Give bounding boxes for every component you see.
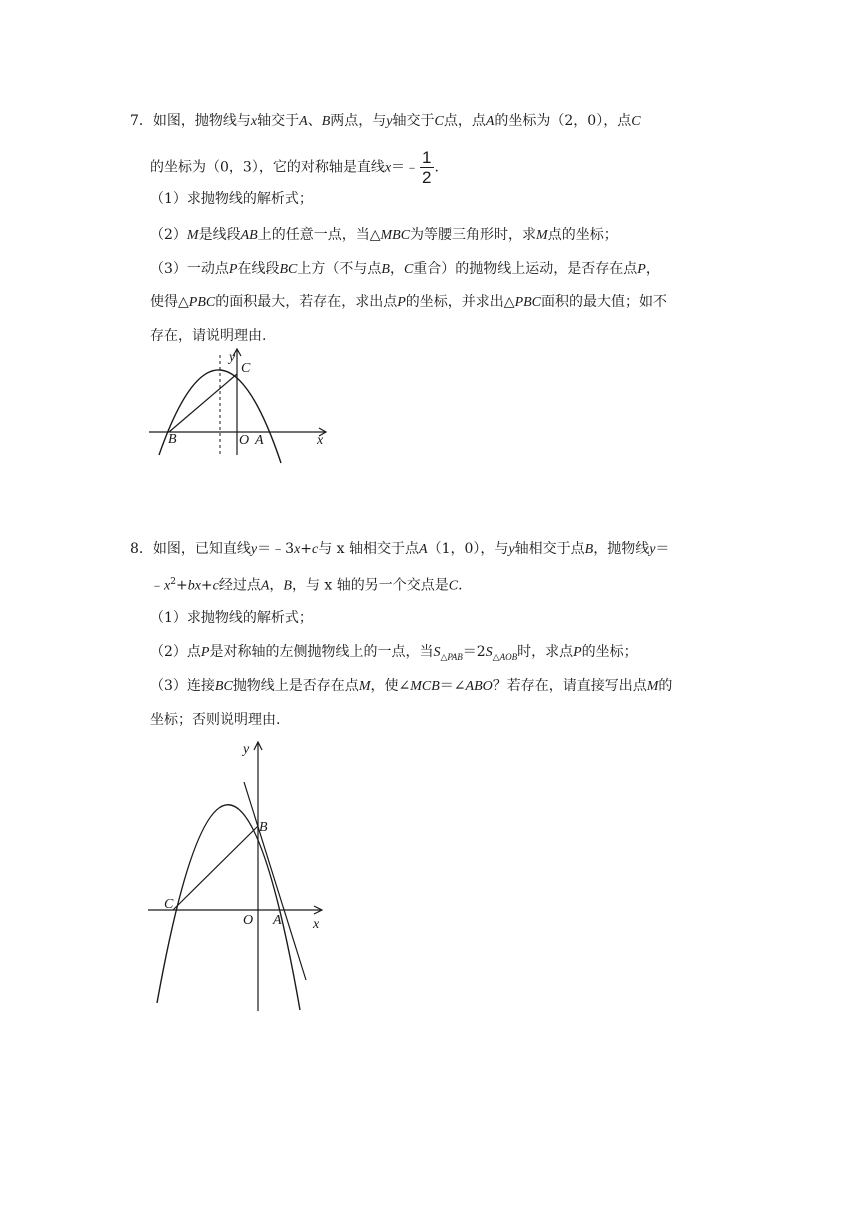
problem-8-figure: [148, 738, 328, 1018]
label-a: A: [255, 433, 264, 448]
label-a: A: [273, 913, 282, 928]
label-c: C: [241, 361, 251, 376]
problem-7-question-3-line-1: （3）一动点P在线段BC上方（不与点B，C重合）的抛物线上运动，是否存在点P，: [150, 261, 660, 277]
label-x: x: [317, 433, 324, 448]
fraction-one-half: $\frac{1}{2}$: [422, 148, 432, 187]
label-o: O: [239, 433, 250, 448]
label-b: B: [168, 432, 177, 447]
problem-8-question-1: （1）求抛物线的解析式；: [150, 610, 313, 626]
problem-7-question-1: （1）求抛物线的解析式；: [150, 191, 313, 207]
problem-8-stem-line-1: 8．如图，已知直线y＝﹣3x+c与 x 轴相交于点A（1，0），与y轴相交于点B，抛物线y＝: [130, 541, 670, 557]
segment-bc: [169, 374, 237, 432]
problem-8-question-3-line-1: （3）连接BC抛物线上是否存在点M，使∠MCB＝∠ABO？若存在，请直接写出点M的: [150, 678, 673, 694]
label-o: O: [243, 913, 254, 928]
parabola: [157, 805, 300, 1010]
problem-7-stem-line-1: 7．如图，抛物线与x轴交于A、B两点，与y轴交于C点，点A的坐标为（2，0），点C: [130, 113, 641, 129]
line-ab: [244, 782, 306, 980]
problem-7-figure: [145, 345, 335, 465]
problem-8-stem-line-2: $﹣x^2+bx+c$经过点A，B，与 x 轴的另一个交点是C.: [150, 577, 463, 594]
problem-7-stem-line-2: 的坐标为（0，3），它的对称轴是直线x＝﹣ $\frac{1}{2}$ .: [150, 148, 439, 187]
label-b: B: [259, 820, 268, 835]
label-y: y: [229, 350, 236, 365]
problem-7-question-3-line-3: 存在，请说明理由.: [150, 328, 267, 344]
problem-7-question-3-line-2: 使得△PBC的面积最大，若存在，求出点P的坐标，并求出△PBC面积的最大值；如不: [150, 294, 668, 310]
segment-bc: [173, 826, 258, 910]
problem-7-question-2: （2）M是线段AB上的任意一点，当△MBC为等腰三角形时，求M点的坐标；: [150, 227, 618, 243]
label-y: y: [243, 742, 250, 757]
problem-8-question-2: （2）点P是对称轴的左侧抛物线上的一点，当$S_{\triangle PAB}=2S_{\triangle AOB}$时，求点P的坐标；: [150, 644, 638, 662]
label-c: C: [164, 897, 174, 912]
problem-8-question-3-line-2: 坐标；否则说明理由.: [150, 712, 281, 728]
label-x: x: [313, 917, 320, 932]
